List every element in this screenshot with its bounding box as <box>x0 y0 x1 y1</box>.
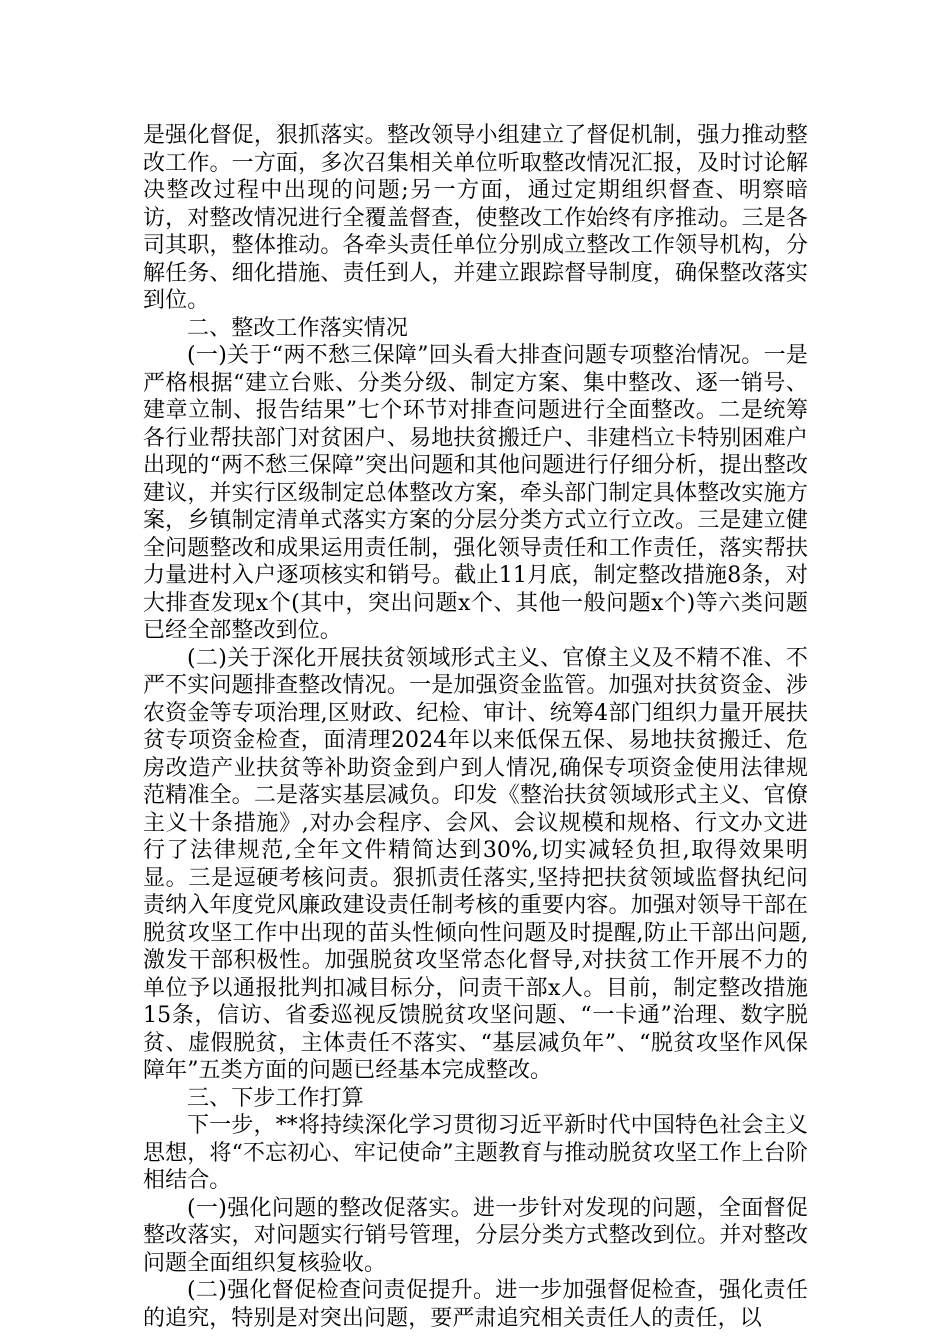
paragraph-item-1: (一)关于“两不愁三保障”回头看大排查问题专项整治情况。一是严格根据“建立台账、分类分级、制定方案、集中整改、逐一销号、建章立制、报告结果”七个环节对排查问题进行全面整改。二是统筹各行业帮扶部门对贫困户、易地扶贫搬迁户、非建档立卡特别困难户出现的“两不愁三保障”突出问题和其他问题进行仔细分析，提出整改建议，并实行区级制定总体整改方案，牵头部门制定具体整改实施方案，乡镇制定清单式落实方案的分层分类方式立行立改。三是建立健全问题整改和成果运用责任制，强化领导责任和工作责任，落实帮扶力量进村入户逐项核实和销号。截止11月底，制定整改措施8条，对大排查发现x个(其中，突出问题x个、其他一般问题x个)等六类问题已经全部整改到位。 <box>143 343 808 643</box>
paragraph-item-2: (二)关于深化开展扶贫领域形式主义、官僚主义及不精不准、不严不实问题排查整改情况。一是加强资金监管。加强对扶贫资金、涉农资金等专项治理,区财政、纪检、审计、统筹4部门组织力量开展扶贫专项资金检查，面清理2024年以来低保五保、易地扶贫搬迁、危房改造产业扶贫等补助资金到户到人情况,确保专项资金使用法律规范精准全。二是落实基层减负。印发《整治扶贫领域形式主义、官僚主义十条措施》,对办会程序、会风、会议规模和规格、行文办文进行了法律规范,全年文件精简达到30%,切实减轻负担,取得效果明显。三是逗硬考核问责。狠抓责任落实,坚持把扶贫领域监督执纪问责纳入年度党风廉政建设责任制考核的重要内容。加强对领导干部在脱贫攻坚工作中出现的苗头性倾向性问题及时提醒,防止干部出问题,激发干部积极性。加强脱贫攻坚常态化督导,对扶贫工作开展不力的单位予以通报批判扣减目标分，问责干部x人。目前，制定整改措施15条，信访、省委巡视反馈脱贫攻坚问题、“一卡通”治理、数字脱贫、虚假脱贫，主体责任不落实、“基层减负年”、“脱贫攻坚作风保障年”五类方面的问题已经基本完成整改。 <box>143 645 808 1083</box>
document-page <box>143 122 808 1332</box>
section-heading-3: 三、下步工作打算 <box>187 1085 364 1111</box>
section-heading-2: 二、整改工作落实情况 <box>187 315 409 341</box>
paragraph-plan-1: (一)强化问题的整改促落实。进一步针对发现的问题，全面督促整改落实，对问题实行销号管理，分层分类方式整改到位。并对整改问题全面组织复核验收。 <box>143 1195 808 1276</box>
paragraph-plan-2: (二)强化督促检查问责促提升。进一步加强督促检查，强化责任的追究，特别是对突出问题，要严肃追究相关责任人的责任，以 <box>143 1278 808 1331</box>
paragraph-next-steps: 下一步，**将持续深化学习贯彻习近平新时代中国特色社会主义思想，将“不忘初心、牢记使命”主题教育与推动脱贫攻坚工作上台阶相结合。 <box>143 1113 808 1193</box>
paragraph-continuation: 是强化督促，狠抓落实。整改领导小组建立了督促机制，强力推动整改工作。一方面，多次召集相关单位听取整改情况汇报，及时讨论解决整改过程中出现的问题;另一方面，通过定期组织督查、明察暗访，对整改情况进行全覆盖督查，使整改工作始终有序推动。三是各司其职，整体推动。各牵头责任单位分别成立整改工作领导机构，分解任务、细化措施、责任到人，并建立跟踪督导制度，确保整改落实到位。 <box>143 123 808 313</box>
